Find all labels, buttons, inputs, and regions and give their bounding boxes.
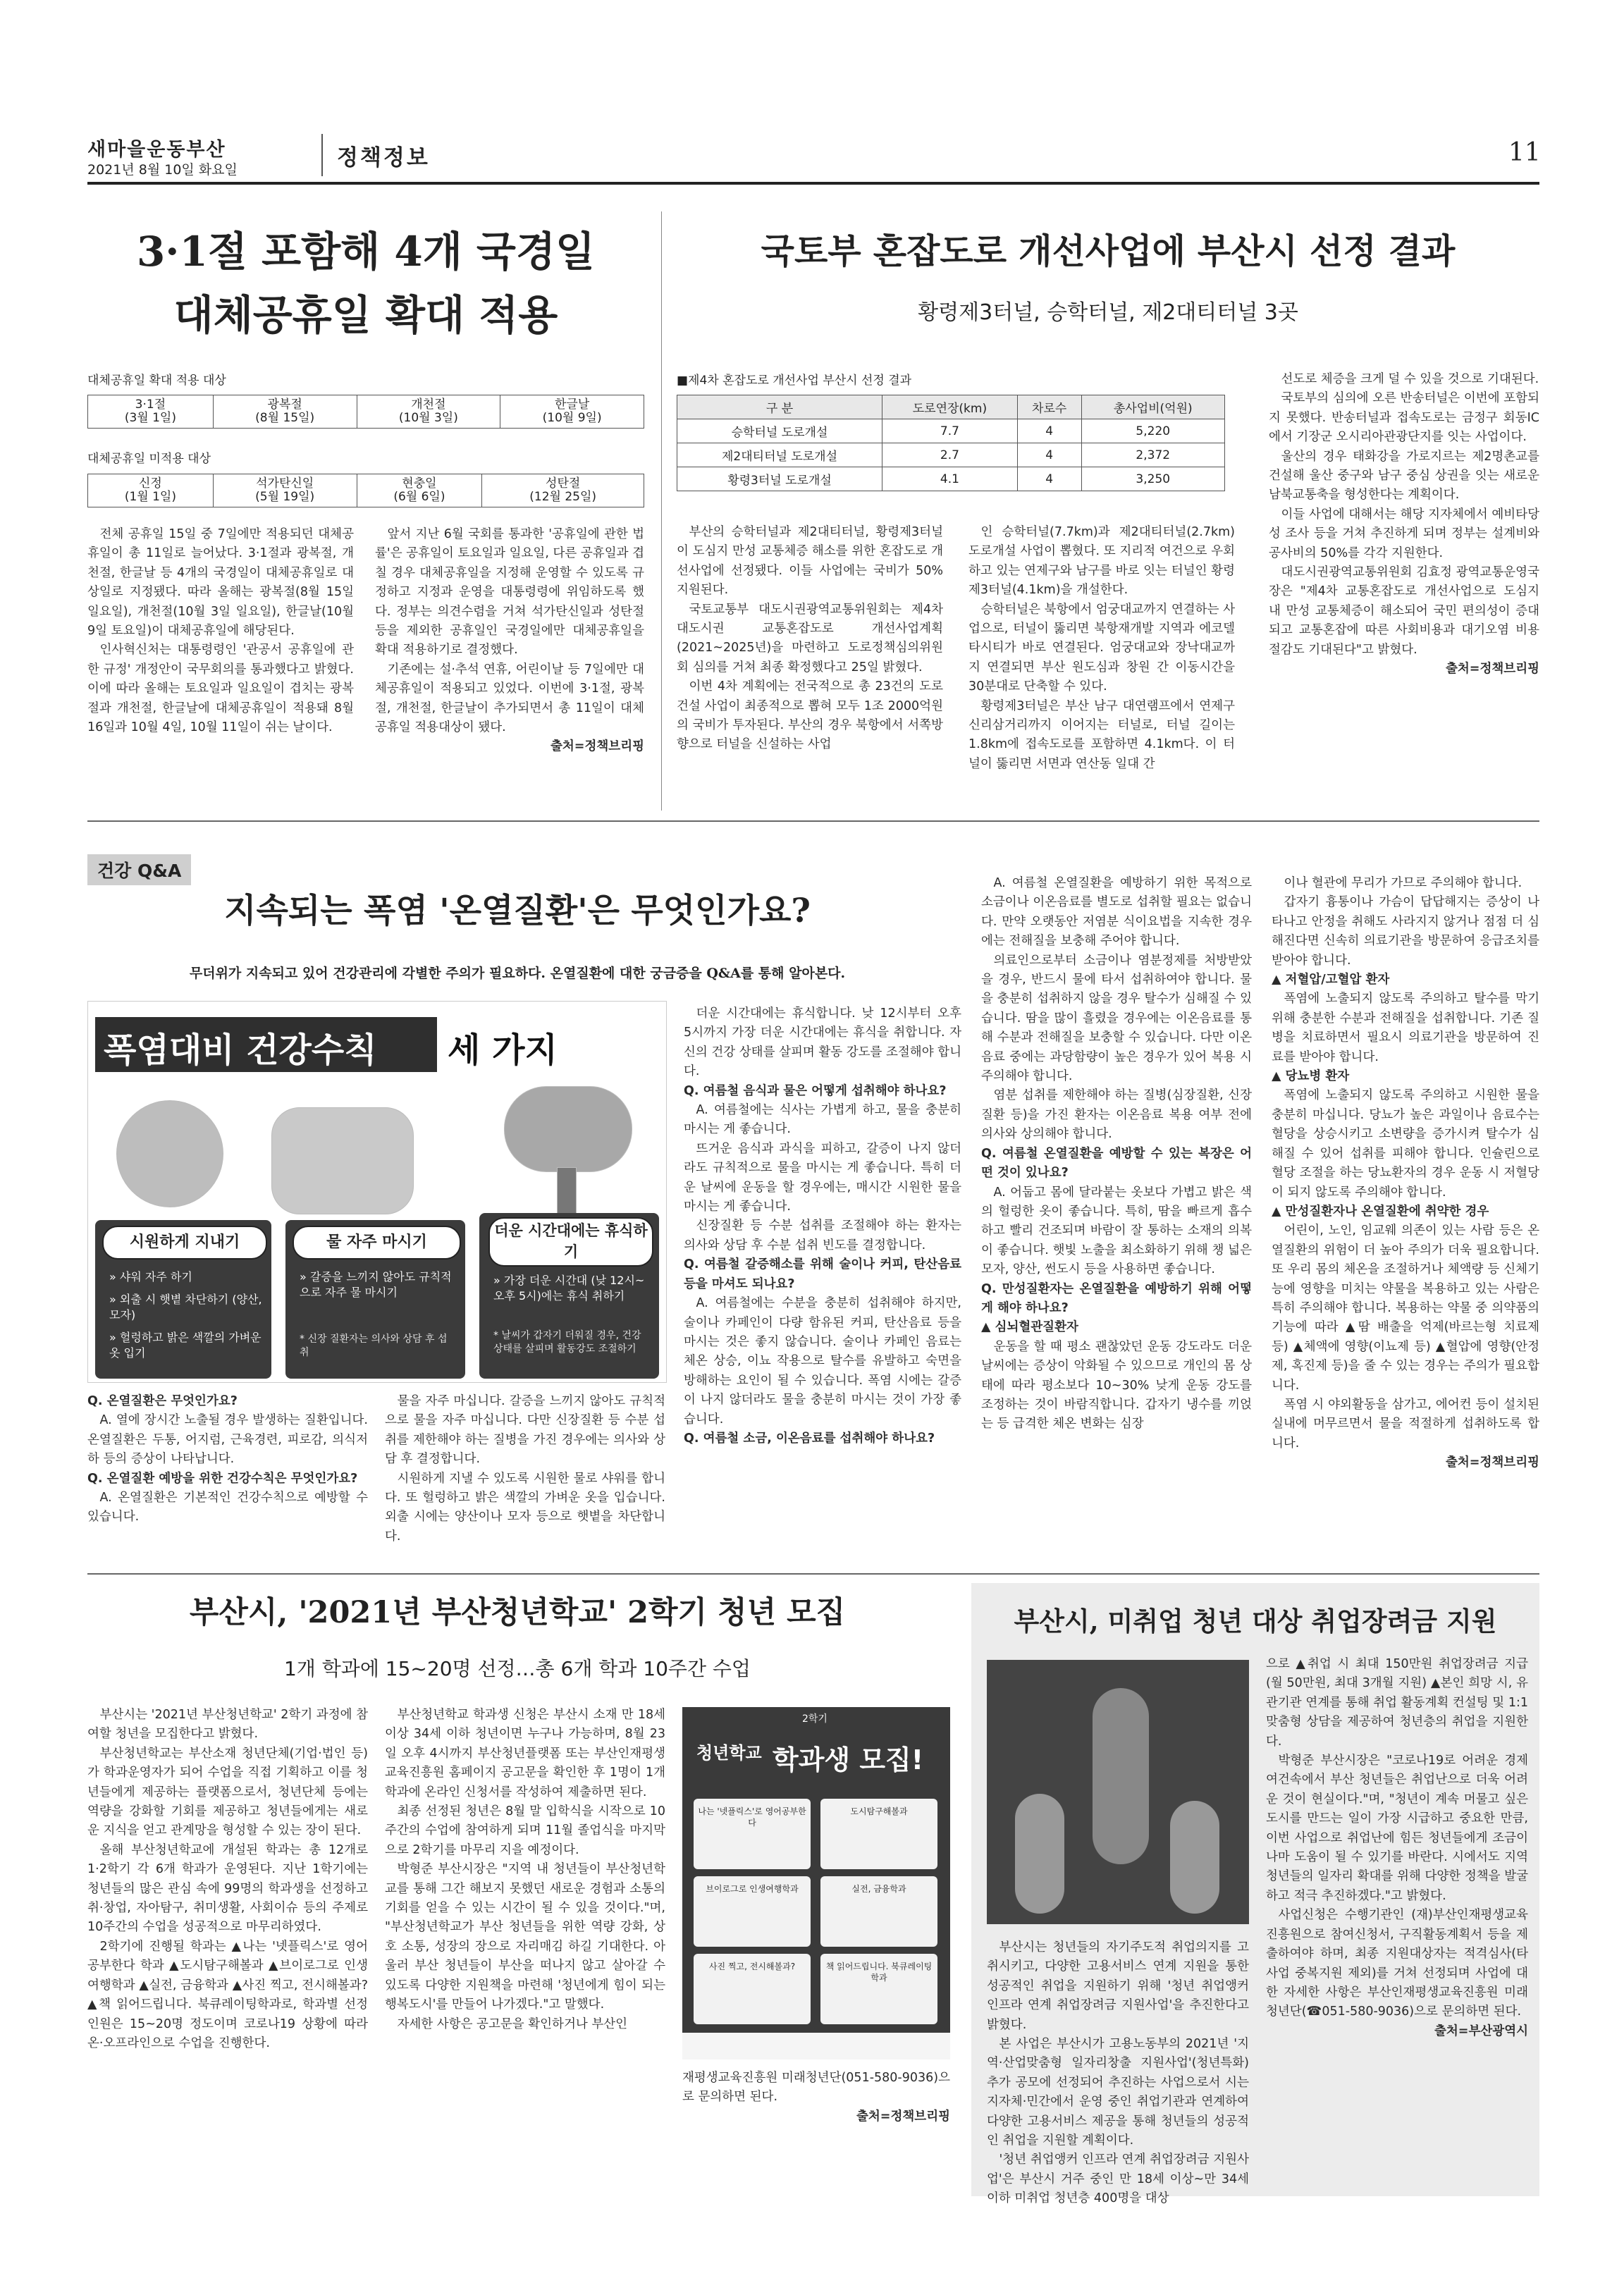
section-rule-2 — [87, 1573, 1539, 1575]
poster-box-1-item: » 외출 시 햇볕 차단하기 (양산, 모자) — [109, 1293, 262, 1322]
poster-people-illustration — [271, 1107, 414, 1214]
poster-tree-illustration — [504, 1086, 632, 1172]
youth-poster-card-label: 실전, 금융학과 — [851, 1884, 906, 1894]
a2-title: 국토부 혼잡도로 개선사업에 부산시 선정 결과 — [761, 230, 1456, 271]
poster-tree-trunk — [557, 1167, 577, 1218]
a5-illustration-figure — [1093, 1688, 1149, 1864]
youth-poster-footer — [682, 2033, 950, 2060]
poster-box-3-item: » 가장 더운 시간대 (낮 12시~오후 5시)에는 휴식 취하기 — [493, 1274, 645, 1303]
youth-poster-card-label: 도시탐구해볼과 — [850, 1806, 908, 1816]
a1-t2-cell: 석가탄신일 (5월 19일) — [213, 474, 357, 507]
poster-sun-illustration — [116, 1100, 223, 1207]
a3-column-4: A. 여름철 온열질환을 예방하기 위한 목적으로 소금이나 이온음료를 별도로 섭취할 필요는 없습니다. 만약 오랫동안 저염분 식이요법을 지속한 경우에는 전해질을 보충해 주어야 합니다. 의료인으로부터 소금이나 염분정제를 처방받았을 경우, 반드시 물에 타서 섭취하여야 합니다. 물을 충분히 섭취하지 않을 경우 탈수가 심해질 수 있습니다. 땀을 많이 흘렸을 경우에는 이온음료를 통해 수분과 전해질을 보충할 수 있습니다. 다만 이온음료 중에는 과당함량이 높은 경우가 있어 복용 시 주의해야 합니다. 염분 섭취를 제한해야 하는 질병(심장질환, 신장질환 등)을 가진 환자는 이온음료 복용 여부 전에 의사와 상의해야 합니다. Q. 여름철 온열질환을 예방할 수 있는 복장은 어떤 것이 있나요? A. 어둡고 몸에 달라붙는 옷보다 가볍고 밝은 색의 헐렁한 옷이 좋습니다. 특히, 땀을 빠르게 흡수하고 빨리 건조되며 바람이 잘 통하는 소재의 의복이 좋습니다. 햇빛 노출을 최소화하기 위해 챙 넓은 모자, 양산, 썬도시 등을 사용하면 좋습니다. Q. 만성질환자는 온열질환을 예방하기 위해 어떻게 해야 하나요? ▲ 심뇌혈관질환자 운동을 할 때 평소 괜찮았던 운동 강도라도 더운 날씨에는 증상이 악화될 수 있으므로 개인의 몸 상태에 따라 평소보다 10~30% 낮게 운동 강도를 조정하는 것이 바람직합니다. 갑자기 냉수를 끼얹는 등 급격한 체온 변화는 심장 — [981, 876, 1252, 1432]
a2-table-caption: ■제4차 혼잡도로 개선사업 부산시 선정 결과 — [677, 374, 912, 388]
masthead-rule — [87, 182, 1539, 185]
a4-title: 부산시, '2021년 부산청년학교' 2학기 청년 모집 — [189, 1595, 846, 1630]
youth-poster-card-label: 나는 '넷플릭스'로 영어공부한다 — [698, 1806, 806, 1828]
a1-t2-cell: 현충일 (6월 6일) — [357, 474, 482, 507]
poster-title-a: 폭염대비 건강수칙 — [104, 1030, 377, 1070]
a2-td: 4.1 — [882, 467, 1018, 491]
a2-td: 4 — [1017, 419, 1081, 443]
a2-td: 2,372 — [1081, 443, 1224, 467]
poster-box-1-head: 시원하게 지내기 — [102, 1226, 267, 1260]
a2-td: 승학터널 도로개설 — [677, 419, 882, 443]
poster-box-1-item: » 헐렁하고 밝은 색깔의 가벼운 옷 입기 — [109, 1331, 262, 1360]
a4-subtitle: 1개 학과에 15~20명 선정…총 6개 학과 10주간 수업 — [283, 1657, 751, 1680]
a5-source: 출처=부산광역시 — [1434, 2024, 1528, 2038]
a2-td: 제2대티터널 도로개설 — [677, 443, 882, 467]
a3-column-2: 물을 자주 마십니다. 갈증을 느끼지 않아도 규칙적으로 물을 자주 마십니다. 다만 신장질환 등 수분 섭취를 제한해야 하는 질병을 가진 경우에는 의사와 상담 후 결정합니다. 시원하게 지낼 수 있도록 시원한 물로 샤워를 합니다. 또 헐렁하고 밝은 색깔의 가벼운 옷을 입습니다. 외출 시에는 양산이나 모자 등으로 햇볕을 차단합니다. — [385, 1394, 665, 1544]
poster-box-2-item: » 갈증을 느끼지 않아도 규칙적으로 자주 물 마시기 — [300, 1270, 452, 1299]
a2-td: 3,250 — [1081, 467, 1224, 491]
a2-td: 2.7 — [882, 443, 1018, 467]
a2-th: 차로수 — [1017, 395, 1081, 419]
youth-poster-line2: 학과생 모집! — [773, 1744, 924, 1775]
a1-t1-cell: 한글날 (10월 9일) — [500, 395, 644, 429]
a1-t1-cell: 광복절 (8월 15일) — [213, 395, 357, 429]
a2-td: 5,220 — [1081, 419, 1224, 443]
a2-source: 출처=정책브리핑 — [1446, 662, 1539, 677]
a1-t1-cell: 3·1절 (3월 1일) — [88, 395, 214, 429]
masthead-divider — [321, 134, 323, 176]
poster-box-3-note: * 날씨가 갑자기 더워질 경우, 건강상태를 살피며 활동강도 조절하기 — [493, 1330, 641, 1355]
poster-box-2-note: * 신장 질환자는 의사와 상담 후 섭취 — [300, 1334, 448, 1358]
a3-lead: 무더위가 지속되고 있어 건강관리에 각별한 주의가 필요하다. 온열질환에 대한 궁금증을 Q&A를 통해 알아본다. — [189, 966, 846, 981]
a4-source: 출처=정책브리핑 — [856, 2109, 950, 2124]
youth-poster-card-label: 사진 찍고, 전시해볼과? — [708, 1962, 796, 1971]
a5-illustration-figure — [1170, 1801, 1219, 1914]
a2-th: 도로연장(km) — [882, 395, 1018, 419]
a5-column-1: 부산시는 청년들의 자기주도적 취업의지를 고취시키고, 다양한 고용서비스 연계 지원을 통한 성공적인 취업을 지원하기 위해 '청년 취업앵커 인프라 연계 취업장려금 지원사업'을 추진한다고 밝혔다. 본 사업은 부산시가 고용노동부의 2021년 '지역·산업맞춤형 일자리창출 지원사업'(청년특화) 추가 공모에 선정되어 추진하는 사업으로서 시는 지자체·민간에서 운영 중인 취업기관과 연계하여 다양한 고용서비스 제공을 통해 청년들의 성공적인 취업을 지원할 계획이다. '청년 취업앵커 인프라 연계 취업장려금 지원사업'은 부산시 거주 중인 만 18세 이상~만 34세 이하 미취업 청년층 400명을 대상 — [987, 1940, 1249, 2206]
youth-poster-top-label: 2학기 — [802, 1713, 828, 1725]
page-number: 11 — [1508, 138, 1541, 167]
poster-box-3-head: 더운 시간대에는 휴식하기 — [488, 1217, 653, 1267]
a1-table1-caption: 대체공휴일 확대 적용 대상 — [87, 374, 226, 388]
a2-result-table — [677, 395, 1225, 491]
a3-title: 지속되는 폭염 '온열질환'은 무엇인가요? — [224, 892, 811, 930]
section-rule-1 — [87, 820, 1539, 822]
a3-column-1: Q. 온열질환은 무엇인가요? A. 열에 장시간 노출될 경우 발생하는 질환입니다. 온열질환은 두통, 어지럼, 근육경련, 피로감, 의식저하 등의 증상이 나타납니다. Q. 온열질환 예방을 위한 건강수칙은 무엇인가요? A. 온열질환은 기본적인 건강수칙으로 예방할 수 있습니다. — [87, 1394, 368, 1525]
a5-illustration-figure — [1015, 1794, 1064, 1914]
a1-title-line2: 대체공휴일 확대 적용 — [173, 291, 558, 339]
a2-column-3: 선도로 체증을 크게 덜 수 있을 것으로 기대된다. 국토부의 심의에 오른 반송터널은 이번에 포함되지 못했다. 반송터널과 접속도로는 금정구 회동IC에서 기장군 오시리아관광단지를 잇는 사업이다. 울산의 경우 태화강을 가로지르는 제2명촌교를 건설해 울산 중구와 남구 중심 상권을 잇는 새로운 남북교통축을 형성한다는 계획이다. 이들 사업에 대해서는 해당 지자체에서 예비타당성 조사 등을 거쳐 추진하게 되며 정부는 설계비와 공사비의 50%를 각각 지원한다. 대도시권광역교통위원회 김효정 광역교통운영국장은 "제4차 교통혼잡도로 개선사업으로 도심지 내 만성 교통체증이 해소되어 국민 편의성이 증대되고 교통혼잡에 따른 사회비용과 대기오염 비용 절감도 기대된다"고 밝혔다. 출처=정책브리핑 — [1269, 370, 1539, 808]
a1-table-applied — [87, 395, 644, 429]
poster-box-2-head: 물 자주 마시기 — [293, 1226, 461, 1260]
a1-table-excluded — [87, 474, 644, 507]
a4-column-1: 부산시는 '2021년 부산청년학교' 2학기 과정에 참여할 청년을 모집한다고 밝혔다. 부산청년학교는 부산소재 청년단체(기업·법인 등)가 학과운영자가 되어 수업을 직접 기획하고 이를 청년들에게 제공하는 플랫폼으로서, 청년단체 등에는 역량을 강화할 기회를 제공하고 청년들에게는 새로운 지식을 얻고 관계망을 형성할 수 있는 장이 된다. 올해 부산청년학교에 개설된 학과는 총 12개로 1·2학기 각 6개 학과가 운영된다. 지난 1학기에는 청년들의 많은 관심 속에 99명의 학과생을 선정하고 취·창업, 자아탐구, 취미생활, 사회이슈 등의 주제로 10주간의 수업을 성공적으로 마무리하였다. 2학기에 진행될 학과는 ▲나는 '넷플릭스'로 영어공부한다 학과 ▲도시탐구해볼과 ▲브이로그로 인생여행학과 ▲실전, 금융학과 ▲사진 찍고, 전시해볼과? ▲책 읽어드립니다. 북큐레이팅학과로, 학과별 선정 인원은 15~20명 정도이며 코로나19 상황에 따라 온·오프라인으로 수업을 진행한다. — [87, 1708, 368, 2050]
top-divider — [661, 211, 662, 811]
a4-column-2: 부산청년학교 학과생 신청은 부산시 소재 만 18세 이상 34세 이하 청년이면 누구나 가능하며, 8월 23일 오후 4시까지 부산청년플랫폼 또는 부산인재평생교육진흥원 홈페이지 공고문을 확인한 후 1명이 1개 학과에 온라인 신청서를 작성하여 제출하면 된다. 최종 선정된 청년은 8월 말 입학식을 시작으로 10주간의 수업에 참여하게 되며 11월 졸업식을 마지막으로 2학기를 마무리 지을 예정이다. 박형준 부산시장은 "지역 내 청년들이 부산청년학교를 통해 그간 해보지 못했던 새로운 경험과 소통의 기회를 얻을 수 있는 시간이 될 수 있을 것이다."며, "부산청년학교가 부산 청년들을 위한 역량 강화, 상호 소통, 성장의 장으로 자리매김 하길 기대한다. 아울러 부산 청년들이 부산을 떠나지 않고 살아갈 수 있도록 다양한 지원책을 마련해 '청년에게 힘이 되는 행복도시'를 만들어 나가겠다."고 말했다. 자세한 사항은 공고문을 확인하거나 부산인 — [385, 1708, 665, 2031]
poster-box-1-item: » 샤워 자주 하기 — [109, 1270, 192, 1283]
a1-column-2: 앞서 지난 6월 국회를 통과한 '공휴일에 관한 법률'은 공휴일이 토요일과 일요일, 다른 공휴일과 겹칠 경우 대체공휴일을 지정해 운영할 수 있도록 규정하고 지정과 운영을 대통령령에 위임하도록 했다. 정부는 의견수렴을 거쳐 석가탄신일과 성탄절 등을 제외한 공휴일인 국경일에만 대체공휴일을 확대 적용하기로 결정했다. 기존에는 설·추석 연휴, 어린이날 등 7일에만 대체공휴일이 적용되고 있었다. 이번에 3·1절, 광복절, 개천절, 한글날이 추가되면서 총 11일이 대체공휴일 적용대상이 됐다. 출처=정책브리핑 — [375, 525, 644, 807]
heatwave-poster — [87, 1001, 667, 1383]
a2-td: 4 — [1017, 443, 1081, 467]
a5-column-2: 으로 ▲취업 시 최대 150만원 취업장려금 지급(월 50만원, 최대 3개월 지원) ▲본인 희망 시, 유관기관 연계를 통해 취업 활동계획 컨설팅 및 1:1 맞춤형 상담을 제공하여 청년층의 취업을 지원한다. 박형준 부산시장은 "코로나19로 어려운 경제 여건속에서 부산 청년들은 취업난으로 더욱 어려운 것이 현실이다."며, "청년이 계속 머물고 싶은 도시를 만드는 일이 가장 시급하고 중요한 만큼, 이번 사업으로 취업난에 힘든 청년들에게 조금이나마 도움이 될 수 있기를 바란다. 시에서도 지역 청년들의 일자리 확대를 위해 다양한 정책을 발굴하고 적극 추진하겠다."고 밝혔다. 사업신청은 수행기관인 (재)부산인재평생교육진흥원으로 참여신청서, 구직활동계획서 등을 제출하여야 하며, 최종 지원대상자는 적격심사(타 사업 중복지원 제외)를 거쳐 선정되며 사업에 대한 자세한 사항은 부산인재평생교육진흥원 미래청년단(☎051-580-9036)으로 문의하면 된다. 출처=부산광역시 — [1266, 1655, 1528, 2192]
a2-column-2: 인 승학터널(7.7km)과 제2대티터널(2.7km) 도로개설 사업이 뽑혔다. 또 지리적 여건으로 우회하고 있는 연제구와 남구를 바로 잇는 터널인 황령제3터널(4.1km)을 개설한다. 승학터널은 북항에서 엄궁대교까지 연결하는 사업으로, 터널이 뚫리면 북항재개발 지역과 에코델타시티가 바로 연결된다. 엄궁대교와 장낙대교까지 연결되면 부산 원도심과 창원 간 이동시간을 30분대로 단축할 수 있다. 황령제3터널은 부산 남구 대연램프에서 연제구 신리삼거리까지 이어지는 터널로, 터널 길이는 1.8km에 접속도로를 포함하면 4.1km다. 이 터널이 뚫리면 서면과 연산동 일대 간 — [968, 525, 1235, 771]
a2-th: 구 분 — [677, 395, 882, 419]
a1-t2-cell: 성탄절 (12월 25일) — [482, 474, 644, 507]
a1-t1-cell: 개천절 (10월 3일) — [357, 395, 500, 429]
a1-title-line1: 3·1절 포함해 4개 국경일 — [136, 228, 596, 276]
poster-title-b: 세 가지 — [448, 1030, 558, 1070]
section-title: 정책정보 — [337, 145, 430, 171]
a2-column-1: 부산의 승학터널과 제2대티터널, 황령제3터널이 도심지 만성 교통체증 해소를 위한 혼잡도로 개선사업에 선정됐다. 이들 사업에는 국비가 50% 지원된다. 국토교통부 대도시권광역교통위원회는 제4차 대도시권 교통혼잡도로 개선사업계획(2021~2025년)을 마련하고 도로정책심의위원회 심의를 거쳐 최종 확정했다고 25일 밝혔다. 이번 4차 계획에는 전국적으로 총 23건의 도로건설 사업이 최종적으로 뽑혀 모두 1조 2000억원의 국비가 투자된다. 부산의 경우 북항에서 서쪽방향으로 터널을 신설하는 사업 — [677, 525, 943, 752]
youth-poster-card-label: 브이로그로 인생여행학과 — [706, 1884, 799, 1894]
masthead-name: 새마을운동부산 — [87, 139, 226, 161]
a2-th: 총사업비(억원) — [1081, 395, 1224, 419]
a1-table2-caption: 대체공휴일 미적용 대상 — [87, 452, 211, 466]
a3-column-3: 더운 시간대에는 휴식합니다. 낮 12시부터 오후 5시까지 가장 더운 시간대에는 휴식을 취합니다. 자신의 건강 상태를 살피며 활동 강도를 조절해야 합니다. Q. 여름철 음식과 물은 어떻게 섭취해야 하나요? A. 여름철에는 식사는 가볍게 하고, 물을 충분히 마시는 게 좋습니다. 뜨거운 음식과 과식을 피하고, 갈증이 나지 않더라도 규칙적으로 물을 마시는 게 좋습니다. 특히 더운 날씨에 운동을 할 경우에는, 매시간 시원한 물을 마시는 게 좋습니다. 신장질환 등 수분 섭취를 조절해야 하는 환자는 의사와 상담 후 수분 섭취 빈도를 결정합니다. Q. 여름철 갈증해소를 위해 술이나 커피, 탄산음료 등을 마셔도 되나요? A. 여름철에는 수분을 충분히 섭취해야 하지만, 술이나 카페인이 다량 함유된 커피, 탄산음료 등을 마시는 것은 좋지 않습니다. 술이나 카페인 음료는 체온 상승, 이뇨 작용으로 탈수를 유발하고 숙면을 방해하는 요인이 될 수 있습니다. 폭염 시에는 갈증이 나지 않더라도 물을 충분히 마시는 것이 가장 좋습니다. Q. 여름철 소금, 이온음료를 섭취해야 하나요? — [684, 1006, 961, 1446]
a1-t2-cell: 신정 (1월 1일) — [88, 474, 214, 507]
youth-poster-line1: 청년학교 — [696, 1743, 762, 1763]
a1-column-1: 전체 공휴일 15일 중 7일에만 적용되던 대체공휴일이 총 11일로 늘어났다. 3·1절과 광복절, 개천절, 한글날 등 4개의 국경일이 대체공휴일로 대상일로 지정됐다. 따라 올해는 광복절(8월 15일 일요일), 개천절(10월 3일 일요일), 한글날(10월 9일 토요일)이 대체공휴일에 해당된다. 인사혁신처는 대통령령인 '관공서 공휴일에 관한 규정' 개정안이 국무회의를 통과했다고 밝혔다. 이에 따라 올해는 토요일과 일요일이 겹치는 광복절과 개천절, 한글날에 대체공휴일이 적용돼 8월 16일과 10월 4일, 10월 11일이 쉬는 날이다. — [87, 527, 354, 735]
youth-poster-card-label: 책 읽어드립니다. 북큐레이팅학과 — [825, 1962, 933, 1983]
a4-column-3: 재평생교육진흥원 미래청년단(051-580-9036)으로 문의하면 된다. 출처=정책브리핑 — [682, 2069, 950, 2192]
youth-school-poster — [682, 1707, 950, 2060]
a5-illustration — [987, 1660, 1249, 1924]
a2-subtitle: 황령제3터널, 승학터널, 제2대티터널 3곳 — [918, 300, 1298, 325]
masthead-date: 2021년 8월 10일 화요일 — [87, 162, 238, 178]
a3-column-5: 이나 혈관에 무리가 가므로 주의해야 합니다. 갑자기 흉통이나 가슴이 답답해지는 증상이 나타나고 안정을 취해도 사라지지 않거나 점점 더 심해진다면 신속히 의료기관을 방문하여 응급조치를 받아야 합니다. ▲ 저혈압/고혈압 환자 폭염에 노출되지 않도록 주의하고 탈수를 막기 위해 충분한 수분과 전해질을 섭취합니다. 기존 질병을 치료하면서 필요시 의료기관을 방문하여 진료를 받아야 합니다. ▲ 당뇨병 환자 폭염에 노출되지 않도록 주의하고 시원한 물을 충분히 마십니다. 당뇨가 높은 과일이나 음료수는 혈당을 상승시키고 소변량을 증가시켜 탈수가 심해질 수 있어 섭취를 피해야 합니다. 인슐린으로 혈당 조절을 하는 당뇨환자의 경우 운동 시 저혈당이 되지 않도록 주의해야 합니다. ▲ 만성질환자나 온열질환에 취약한 경우 어린이, 노인, 임교웨 의존이 있는 사람 등은 온열질환의 위험이 더 높아 주의가 더욱 필요합니다. 또 우리 몸의 체온을 조절하거나 체액량 등 신체기능에 영향을 미치는 약물을 복용하고 있는 사람은 특히 주의해야 합니다. 복용하는 약물 중 의약품의 기능에 따라 ▲땀 배출을 억제(바르는형 치료제 등) ▲체액에 영향(이뇨제 등) ▲혈압에 영향(안정제, 혹진제 등)을 줄 수 있는 경우는 주의가 필요합니다. 폭염 시 야외활동을 삼가고, 에어컨 등이 설치된 실내에 머무르면서 물을 적절하게 섭취하도록 합니다. 출처=정책브리핑 — [1272, 874, 1539, 1558]
a2-td: 7.7 — [882, 419, 1018, 443]
a3-source: 출처=정책브리핑 — [1446, 1455, 1539, 1470]
a2-td: 4 — [1017, 467, 1081, 491]
a2-td: 황령3터널 도로개설 — [677, 467, 882, 491]
a3-kicker: 건강 Q&A — [87, 854, 191, 885]
a1-source: 출처=정책브리핑 — [550, 739, 644, 754]
a5-title: 부산시, 미취업 청년 대상 취업장려금 지원 — [1014, 1606, 1497, 1637]
